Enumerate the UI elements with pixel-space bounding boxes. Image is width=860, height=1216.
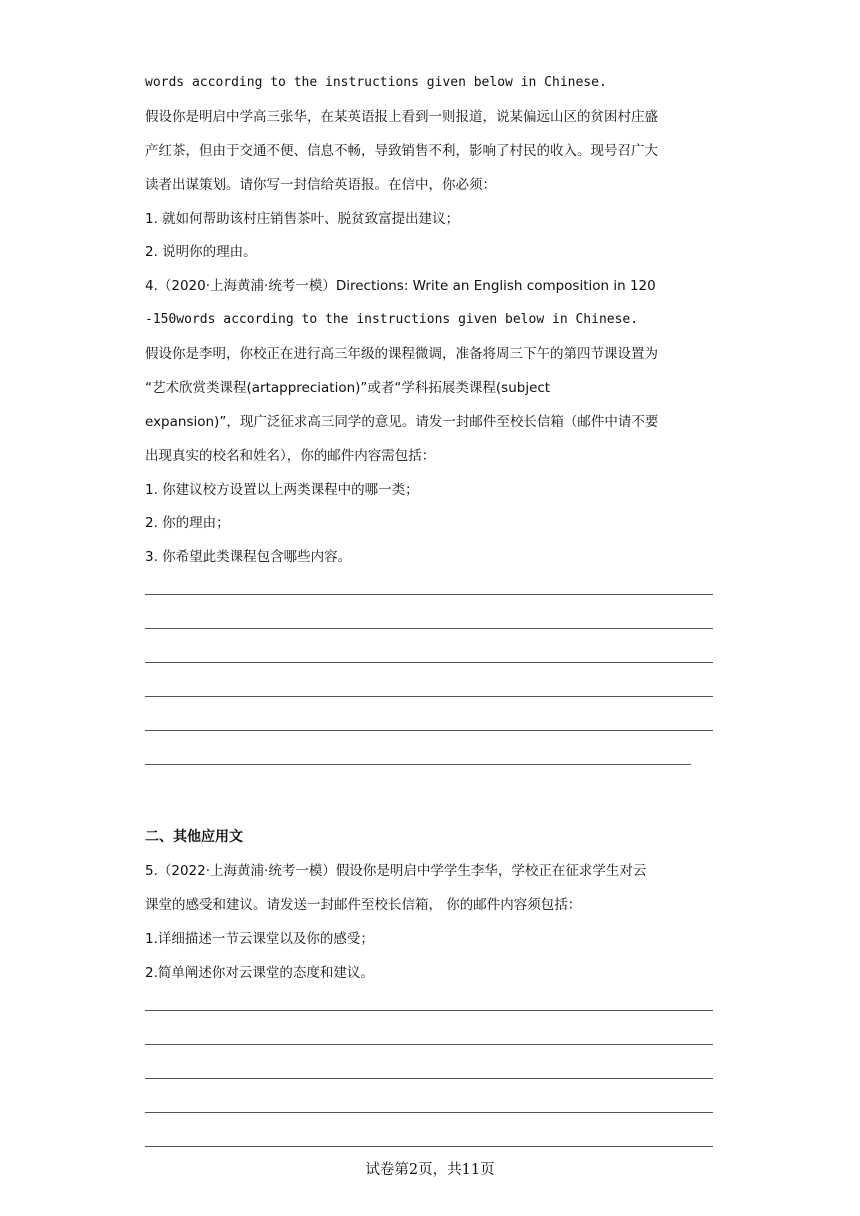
q4-prompt-line: expansion)”，现广泛征求高三同学的意见。请发一封邮件至校长信箱（邮件中请不要 — [145, 414, 659, 430]
q3-requirement-2: 2. 说明你的理由。 — [145, 244, 257, 260]
q5-requirement-1: 1.详细描述一节云课堂以及你的感受； — [145, 931, 374, 947]
q4-requirement-1: 1. 你建议校方设置以上两类课程中的哪一类； — [145, 482, 419, 498]
q5-prompt-line: 课堂的感受和建议。请发送一封邮件至校长信箱， 你的邮件内容须包括： — [145, 897, 582, 913]
answer-line[interactable] — [145, 1146, 713, 1147]
q3-requirement-1: 1. 就如何帮助该村庄销售茶叶、脱贫致富提出建议； — [145, 211, 460, 227]
q5-requirement-2: 2.简单阐述你对云课堂的态度和建议。 — [145, 965, 374, 981]
q3-prompt-line: 假设你是明启中学高三张华，在某英语报上看到一则报道，说某偏远山区的贫困村庄盛 — [145, 109, 658, 125]
page-footer: 试卷第2页，共11页 — [365, 1162, 495, 1178]
q3-prompt-line: 读者出谋策划。请你写一封信给英语报。在信中，你必须： — [145, 177, 496, 193]
answer-line[interactable] — [145, 1078, 713, 1079]
answer-line[interactable] — [145, 1010, 713, 1011]
q4-requirement-3: 3. 你希望此类课程包含哪些内容。 — [145, 549, 352, 565]
answer-line[interactable] — [145, 1044, 713, 1045]
q3-instruction-tail: words according to the instructions given below in Chinese. — [145, 75, 607, 90]
q4-instruction-line: -150words according to the instructions given below in Chinese. — [145, 312, 639, 327]
q4-prompt-line: 假设你是李明，你校正在进行高三年级的课程微调，准备将周三下午的第四节课设置为 — [145, 346, 658, 362]
q4-header: 4.（2020·上海黄浦·统考一模）Directions: Write an English composition in 120 — [145, 278, 656, 294]
q4-prompt-line: 出现真实的校名和姓名），你的邮件内容需包括： — [145, 448, 436, 464]
q5-header: 5.（2022·上海黄浦·统考一模）假设你是明启中学学生李华，学校正在征求学生对云 — [145, 863, 647, 879]
answer-line[interactable] — [145, 628, 713, 629]
answer-line[interactable] — [145, 696, 713, 697]
answer-line[interactable] — [145, 662, 713, 663]
section-heading: 二、其他应用文 — [145, 829, 243, 845]
answer-line[interactable] — [145, 1112, 713, 1113]
answer-line[interactable] — [145, 594, 713, 595]
q4-requirement-2: 2. 你的理由； — [145, 515, 230, 531]
q4-prompt-line: “艺术欣赏类课程(artappreciation)”或者“学科拓展类课程(subject — [145, 380, 551, 396]
answer-line[interactable] — [145, 730, 713, 731]
q3-prompt-line: 产红茶，但由于交通不便、信息不畅，导致销售不利，影响了村民的收入。现号召广大 — [145, 143, 658, 159]
answer-line[interactable] — [145, 764, 691, 765]
